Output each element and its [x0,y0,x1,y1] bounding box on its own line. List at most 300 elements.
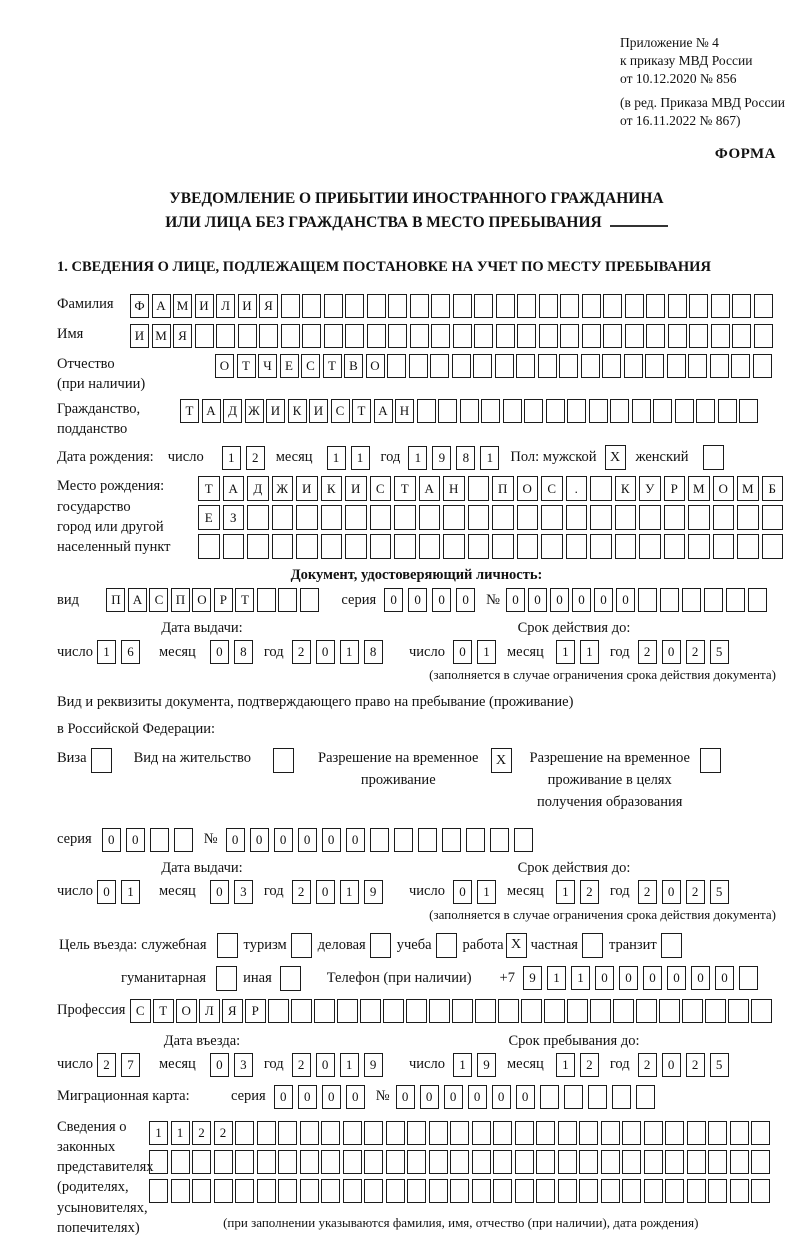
char-cell[interactable] [581,354,600,378]
char-cell[interactable]: 0 [572,588,591,612]
char-cell[interactable] [198,534,220,559]
doc-series-boxes[interactable] [384,588,480,612]
char-cell[interactable]: 2 [97,1053,116,1077]
checkbox-purpose-humanitarian[interactable] [216,966,237,991]
checkbox-purpose-work[interactable]: X [506,933,527,958]
checkbox-purpose-official[interactable] [217,933,238,958]
char-cell[interactable] [601,1150,620,1174]
char-cell[interactable]: А [152,294,171,318]
char-cell[interactable] [710,354,729,378]
char-cell[interactable] [321,1121,340,1145]
char-cell[interactable]: И [345,476,367,501]
char-cell[interactable] [466,828,485,852]
char-cell[interactable] [171,1150,190,1174]
char-cell[interactable]: 0 [384,588,403,612]
char-cell[interactable] [490,828,509,852]
char-cell[interactable] [730,1179,749,1203]
char-cell[interactable]: 0 [662,1053,681,1077]
char-cell[interactable] [417,399,436,423]
char-cell[interactable] [539,294,558,318]
char-cell[interactable] [268,999,289,1023]
char-cell[interactable] [272,505,294,530]
char-cell[interactable]: Ж [245,399,264,423]
char-cell[interactable] [386,1150,405,1174]
char-cell[interactable]: 9 [364,880,383,904]
char-cell[interactable]: 0 [492,1085,511,1109]
char-cell[interactable]: 0 [250,828,269,852]
char-cell[interactable] [149,1150,168,1174]
char-cell[interactable]: 0 [432,588,451,612]
char-cell[interactable] [711,294,730,318]
permit-issue-day-boxes[interactable] [97,880,145,904]
char-cell[interactable] [567,999,588,1023]
char-cell[interactable] [603,294,622,318]
char-cell[interactable] [705,999,726,1023]
char-cell[interactable] [370,534,392,559]
char-cell[interactable] [474,324,493,348]
char-cell[interactable] [296,505,318,530]
char-cell[interactable]: 0 [662,640,681,664]
char-cell[interactable]: 9 [477,1053,496,1077]
char-cell[interactable]: 0 [210,880,229,904]
doc-issue-month-boxes[interactable] [210,640,258,664]
char-cell[interactable] [302,324,321,348]
char-cell[interactable] [665,1179,684,1203]
doc-valid-year-boxes[interactable] [638,640,734,664]
char-cell[interactable]: 0 [408,588,427,612]
char-cell[interactable] [517,294,536,318]
char-cell[interactable] [493,1121,512,1145]
char-cell[interactable] [622,1150,641,1174]
char-cell[interactable] [560,294,579,318]
char-cell[interactable]: С [331,399,350,423]
char-cell[interactable] [753,354,772,378]
char-cell[interactable]: 0 [274,1085,293,1109]
char-cell[interactable] [235,1150,254,1174]
char-cell[interactable] [460,399,479,423]
char-cell[interactable] [659,999,680,1023]
char-cell[interactable] [624,354,643,378]
char-cell[interactable] [728,999,749,1023]
char-cell[interactable] [639,505,661,530]
char-cell[interactable] [259,324,278,348]
birth-place-boxes-row3[interactable] [198,534,786,559]
char-cell[interactable] [514,828,533,852]
char-cell[interactable] [407,1150,426,1174]
char-cell[interactable]: 3 [234,1053,253,1077]
char-cell[interactable]: 2 [580,880,599,904]
char-cell[interactable]: 8 [364,640,383,664]
char-cell[interactable] [564,1085,583,1109]
char-cell[interactable]: С [370,476,392,501]
char-cell[interactable] [419,534,441,559]
citizenship-boxes[interactable] [180,399,761,423]
char-cell[interactable] [235,1179,254,1203]
char-cell[interactable] [610,399,629,423]
char-cell[interactable] [560,324,579,348]
char-cell[interactable] [468,505,490,530]
char-cell[interactable] [321,1179,340,1203]
char-cell[interactable] [536,1150,555,1174]
char-cell[interactable] [493,1179,512,1203]
char-cell[interactable]: О [713,476,735,501]
char-cell[interactable] [345,534,367,559]
char-cell[interactable] [579,1179,598,1203]
char-cell[interactable]: С [149,588,168,612]
doc-number-boxes[interactable] [506,588,770,612]
char-cell[interactable] [302,294,321,318]
char-cell[interactable] [582,324,601,348]
char-cell[interactable]: О [215,354,234,378]
char-cell[interactable]: 0 [322,1085,341,1109]
char-cell[interactable] [452,999,473,1023]
char-cell[interactable] [615,534,637,559]
char-cell[interactable]: . [566,476,588,501]
char-cell[interactable] [737,534,759,559]
char-cell[interactable] [387,354,406,378]
char-cell[interactable] [588,1085,607,1109]
char-cell[interactable]: Ж [272,476,294,501]
char-cell[interactable] [450,1150,469,1174]
char-cell[interactable] [579,1121,598,1145]
char-cell[interactable] [682,588,701,612]
stay-month-boxes[interactable] [556,1053,604,1077]
char-cell[interactable]: И [238,294,257,318]
char-cell[interactable]: 1 [327,446,346,470]
char-cell[interactable] [579,1150,598,1174]
doc-valid-month-boxes[interactable] [556,640,604,664]
char-cell[interactable] [278,1150,297,1174]
char-cell[interactable] [150,828,169,852]
char-cell[interactable]: 1 [556,880,575,904]
char-cell[interactable]: 0 [316,880,335,904]
char-cell[interactable] [540,1085,559,1109]
char-cell[interactable] [343,1121,362,1145]
char-cell[interactable] [718,399,737,423]
char-cell[interactable] [708,1121,727,1145]
char-cell[interactable] [419,505,441,530]
char-cell[interactable] [430,354,449,378]
char-cell[interactable]: 1 [571,966,590,990]
char-cell[interactable] [442,828,461,852]
char-cell[interactable] [214,1179,233,1203]
char-cell[interactable]: 0 [528,588,547,612]
char-cell[interactable] [388,294,407,318]
char-cell[interactable]: Р [214,588,233,612]
char-cell[interactable]: 0 [420,1085,439,1109]
char-cell[interactable]: Д [247,476,269,501]
permit-series-boxes[interactable] [102,828,198,852]
char-cell[interactable]: Т [352,399,371,423]
char-cell[interactable]: 0 [506,588,525,612]
checkbox-purpose-tourism[interactable] [291,933,312,958]
char-cell[interactable]: П [171,588,190,612]
char-cell[interactable] [730,1121,749,1145]
char-cell[interactable]: Е [280,354,299,378]
char-cell[interactable] [536,1121,555,1145]
char-cell[interactable]: 1 [149,1121,168,1145]
char-cell[interactable]: 0 [616,588,635,612]
char-cell[interactable] [644,1121,663,1145]
char-cell[interactable]: К [615,476,637,501]
char-cell[interactable]: 1 [222,446,241,470]
char-cell[interactable] [739,966,758,990]
char-cell[interactable]: 1 [351,446,370,470]
char-cell[interactable]: Т [235,588,254,612]
char-cell[interactable]: 0 [210,640,229,664]
char-cell[interactable] [472,1150,491,1174]
char-cell[interactable] [345,294,364,318]
char-cell[interactable] [496,294,515,318]
char-cell[interactable]: П [106,588,125,612]
char-cell[interactable] [394,534,416,559]
char-cell[interactable]: Я [259,294,278,318]
char-cell[interactable]: А [128,588,147,612]
char-cell[interactable]: Л [199,999,220,1023]
char-cell[interactable] [281,294,300,318]
char-cell[interactable] [223,534,245,559]
char-cell[interactable] [367,294,386,318]
char-cell[interactable] [174,828,193,852]
char-cell[interactable]: 2 [686,1053,705,1077]
char-cell[interactable] [438,399,457,423]
char-cell[interactable] [383,999,404,1023]
checkbox-purpose-transit[interactable] [661,933,682,958]
char-cell[interactable] [453,324,472,348]
char-cell[interactable] [278,588,297,612]
stay-day-boxes[interactable] [453,1053,501,1077]
char-cell[interactable]: 0 [619,966,638,990]
doc-issue-day-boxes[interactable] [97,640,145,664]
char-cell[interactable]: 2 [686,640,705,664]
char-cell[interactable] [754,294,773,318]
char-cell[interactable] [278,1121,297,1145]
char-cell[interactable] [541,534,563,559]
char-cell[interactable]: 2 [292,880,311,904]
char-cell[interactable]: 5 [710,640,729,664]
char-cell[interactable] [687,1179,706,1203]
birth-year-boxes[interactable] [408,446,504,470]
char-cell[interactable]: С [541,476,563,501]
char-cell[interactable] [443,534,465,559]
char-cell[interactable] [429,999,450,1023]
char-cell[interactable] [688,534,710,559]
char-cell[interactable] [646,324,665,348]
char-cell[interactable] [762,505,784,530]
char-cell[interactable] [546,399,565,423]
char-cell[interactable]: Н [395,399,414,423]
checkbox-purpose-business[interactable] [370,933,391,958]
char-cell[interactable] [281,324,300,348]
patronymic-boxes[interactable] [215,354,774,378]
char-cell[interactable] [539,324,558,348]
representatives-boxes-row2[interactable] [149,1150,773,1174]
char-cell[interactable]: А [419,476,441,501]
char-cell[interactable]: И [296,476,318,501]
char-cell[interactable] [468,476,490,501]
char-cell[interactable] [450,1179,469,1203]
char-cell[interactable]: 1 [408,446,427,470]
char-cell[interactable] [713,534,735,559]
char-cell[interactable] [704,588,723,612]
char-cell[interactable]: 1 [340,1053,359,1077]
char-cell[interactable]: 2 [638,880,657,904]
char-cell[interactable]: И [309,399,328,423]
char-cell[interactable]: 1 [556,1053,575,1077]
permit-issue-month-boxes[interactable] [210,880,258,904]
char-cell[interactable]: В [344,354,363,378]
char-cell[interactable]: 1 [547,966,566,990]
char-cell[interactable] [566,505,588,530]
char-cell[interactable] [407,1179,426,1203]
char-cell[interactable] [394,828,413,852]
char-cell[interactable]: 0 [453,640,472,664]
char-cell[interactable]: 1 [340,640,359,664]
char-cell[interactable]: 0 [102,828,121,852]
char-cell[interactable]: 0 [298,828,317,852]
char-cell[interactable] [737,505,759,530]
char-cell[interactable] [300,1150,319,1174]
char-cell[interactable] [386,1179,405,1203]
char-cell[interactable]: 2 [214,1121,233,1145]
char-cell[interactable] [515,1121,534,1145]
char-cell[interactable]: К [288,399,307,423]
char-cell[interactable]: М [737,476,759,501]
char-cell[interactable] [272,534,294,559]
char-cell[interactable]: 0 [346,1085,365,1109]
char-cell[interactable] [665,1121,684,1145]
char-cell[interactable] [257,588,276,612]
char-cell[interactable] [296,534,318,559]
char-cell[interactable] [278,1179,297,1203]
stay-year-boxes[interactable] [638,1053,734,1077]
char-cell[interactable]: М [152,324,171,348]
char-cell[interactable]: 0 [667,966,686,990]
char-cell[interactable] [475,999,496,1023]
char-cell[interactable]: И [130,324,149,348]
char-cell[interactable] [429,1179,448,1203]
char-cell[interactable]: 2 [580,1053,599,1077]
char-cell[interactable] [558,1179,577,1203]
doc-type-boxes[interactable] [106,588,321,612]
char-cell[interactable]: 7 [121,1053,140,1077]
char-cell[interactable] [601,1179,620,1203]
char-cell[interactable] [732,294,751,318]
char-cell[interactable] [730,1150,749,1174]
char-cell[interactable] [751,1150,770,1174]
char-cell[interactable] [566,534,588,559]
char-cell[interactable]: 0 [97,880,116,904]
char-cell[interactable] [516,354,535,378]
checkbox-temp-permit-edu[interactable] [700,748,721,773]
char-cell[interactable] [751,1121,770,1145]
char-cell[interactable] [314,999,335,1023]
char-cell[interactable]: У [639,476,661,501]
char-cell[interactable] [762,534,784,559]
char-cell[interactable] [613,999,634,1023]
char-cell[interactable] [343,1179,362,1203]
doc-issue-year-boxes[interactable] [292,640,388,664]
char-cell[interactable]: 0 [662,880,681,904]
checkbox-visa[interactable] [91,748,112,773]
char-cell[interactable] [622,1179,641,1203]
char-cell[interactable]: 9 [364,1053,383,1077]
birth-place-boxes-row2[interactable] [198,505,786,530]
char-cell[interactable] [638,588,657,612]
char-cell[interactable]: П [492,476,514,501]
char-cell[interactable]: И [195,294,214,318]
char-cell[interactable] [589,399,608,423]
char-cell[interactable] [636,999,657,1023]
char-cell[interactable] [664,534,686,559]
char-cell[interactable] [726,588,745,612]
checkbox-purpose-other[interactable] [280,966,301,991]
char-cell[interactable]: 0 [126,828,145,852]
char-cell[interactable]: 2 [638,1053,657,1077]
char-cell[interactable] [468,534,490,559]
char-cell[interactable] [195,324,214,348]
char-cell[interactable]: 0 [468,1085,487,1109]
char-cell[interactable]: Т [323,354,342,378]
char-cell[interactable]: 6 [121,640,140,664]
char-cell[interactable] [517,324,536,348]
char-cell[interactable] [713,505,735,530]
char-cell[interactable]: 8 [456,446,475,470]
char-cell[interactable]: Т [180,399,199,423]
char-cell[interactable] [667,354,686,378]
char-cell[interactable] [590,476,612,501]
char-cell[interactable] [321,505,343,530]
char-cell[interactable] [544,999,565,1023]
char-cell[interactable] [337,999,358,1023]
char-cell[interactable] [300,588,319,612]
char-cell[interactable] [521,999,542,1023]
char-cell[interactable]: 0 [594,588,613,612]
char-cell[interactable]: 0 [210,1053,229,1077]
char-cell[interactable] [324,294,343,318]
char-cell[interactable]: Т [198,476,220,501]
birth-place-boxes-row1[interactable] [198,476,786,501]
char-cell[interactable]: Т [394,476,416,501]
char-cell[interactable]: А [374,399,393,423]
char-cell[interactable] [689,294,708,318]
char-cell[interactable] [364,1150,383,1174]
char-cell[interactable]: 5 [710,1053,729,1077]
surname-boxes[interactable] [130,294,775,318]
char-cell[interactable] [443,505,465,530]
char-cell[interactable] [149,1179,168,1203]
char-cell[interactable] [696,399,715,423]
char-cell[interactable] [644,1150,663,1174]
permit-valid-month-boxes[interactable] [556,880,604,904]
char-cell[interactable] [625,294,644,318]
char-cell[interactable]: 0 [274,828,293,852]
given-name-boxes[interactable] [130,324,775,348]
char-cell[interactable] [708,1179,727,1203]
char-cell[interactable] [370,505,392,530]
char-cell[interactable]: 1 [477,880,496,904]
char-cell[interactable]: 0 [322,828,341,852]
char-cell[interactable] [687,1121,706,1145]
char-cell[interactable] [732,324,751,348]
char-cell[interactable]: Е [198,505,220,530]
char-cell[interactable] [645,354,664,378]
checkbox-purpose-private[interactable] [582,933,603,958]
char-cell[interactable] [192,1150,211,1174]
char-cell[interactable]: Ч [258,354,277,378]
char-cell[interactable] [257,1121,276,1145]
permit-number-boxes[interactable] [226,828,538,852]
